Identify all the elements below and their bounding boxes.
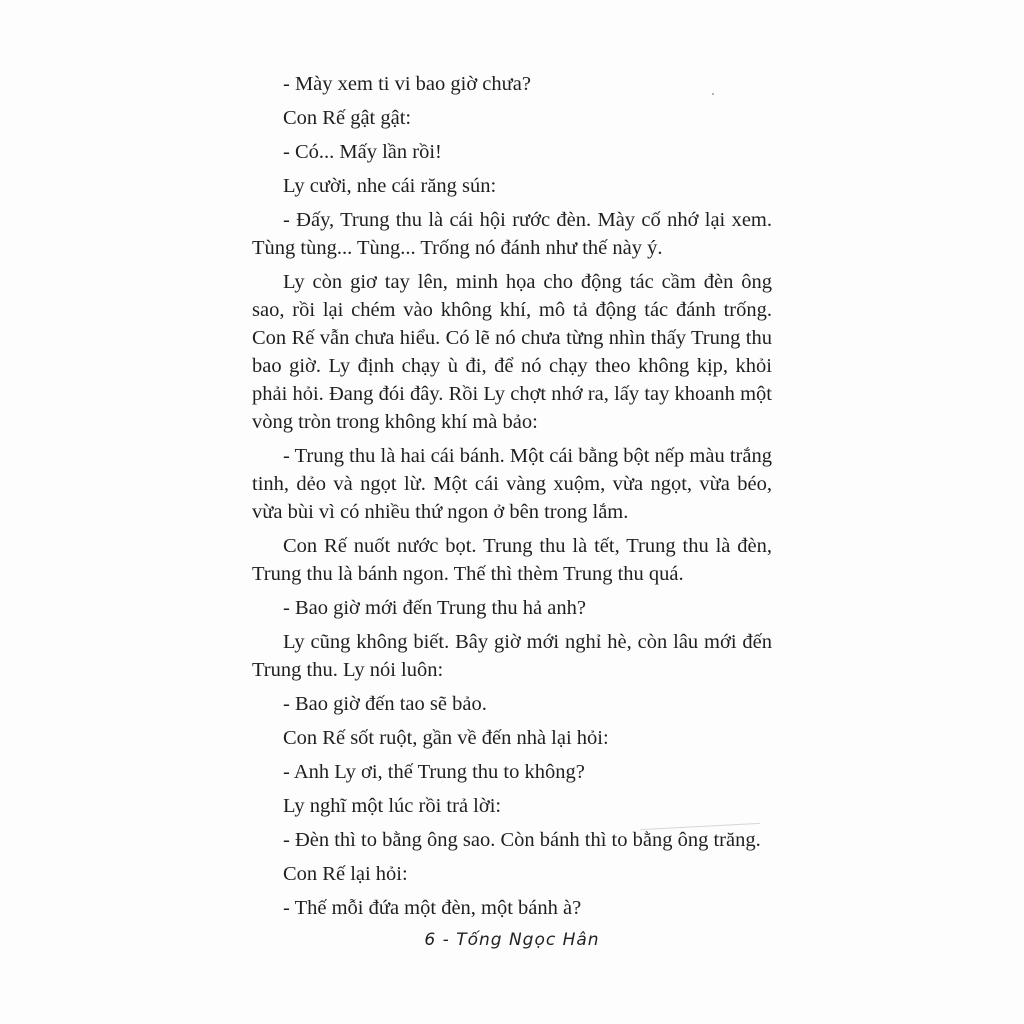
paragraph: Ly cũng không biết. Bây giờ mới nghỉ hè, còn lâu mới đến Trung thu. Ly nói luôn: (252, 631, 772, 681)
paragraph: - Anh Ly ơi, thế Trung thu to không? (283, 761, 585, 783)
paragraph: - Bao giờ mới đến Trung thu hả anh? (283, 597, 586, 619)
paragraph: Con Rế lại hỏi: (283, 863, 408, 885)
paragraph: Ly cười, nhe cái răng sún: (283, 175, 497, 197)
paragraph: - Bao giờ đến tao sẽ bảo. (283, 693, 487, 715)
page-footer (0, 930, 1024, 950)
page-number: 6 (424, 930, 437, 950)
paper-speck (712, 93, 714, 95)
paragraph: - Đấy, Trung thu là cái hội rước đèn. Mày cố nhớ lại xem. Tùng tùng... Tùng... Trống nó đánh như thế này ý. (252, 209, 772, 259)
paragraph: - Có... Mấy lần rồi! (283, 141, 442, 163)
paragraph: - Trung thu là hai cái bánh. Một cái bằng bột nếp màu trắng tinh, dẻo và ngọt lừ. Một cái vàng xuộm, vừa ngọt, vừa béo, vừa bùi vì có nhiều thứ ngon ở bên trong lắm. (252, 445, 772, 523)
paragraph: Ly còn giơ tay lên, minh họa cho động tác cầm đèn ông sao, rồi lại chém vào không khí, mô tả động tác đánh trống. Con Rế vẫn chưa hiểu. Có lẽ nó chưa từng nhìn thấy Trung thu bao giờ. Ly định chạy ù đi, để nó chạy theo không kịp, khỏi phải hỏi. Đang đói đây. Rồi Ly chợt nhớ ra, lấy tay khoanh một vòng tròn trong không khí mà bảo: (252, 271, 772, 433)
footer-separator: - (442, 930, 450, 950)
paragraph: - Mày xem ti vi bao giờ chưa? (283, 73, 531, 95)
paragraph: Con Rế gật gật: (283, 107, 412, 129)
paragraph: Con Rế nuốt nước bọt. Trung thu là tết, Trung thu là đèn, Trung thu là bánh ngon. Thế thì thèm Trung thu quá. (252, 535, 772, 585)
paragraph: - Thế mỗi đứa một đèn, một bánh à? (283, 897, 582, 919)
paragraph: Ly nghĩ một lúc rồi trả lời: (283, 795, 502, 817)
paragraph: Con Rế sốt ruột, gần về đến nhà lại hỏi: (283, 727, 609, 749)
paragraph: - Đèn thì to bằng ông sao. Còn bánh thì to bằng ông trăng. (283, 829, 761, 851)
body-text (252, 70, 772, 928)
footer-author: Tống Ngọc Hân (456, 930, 600, 950)
